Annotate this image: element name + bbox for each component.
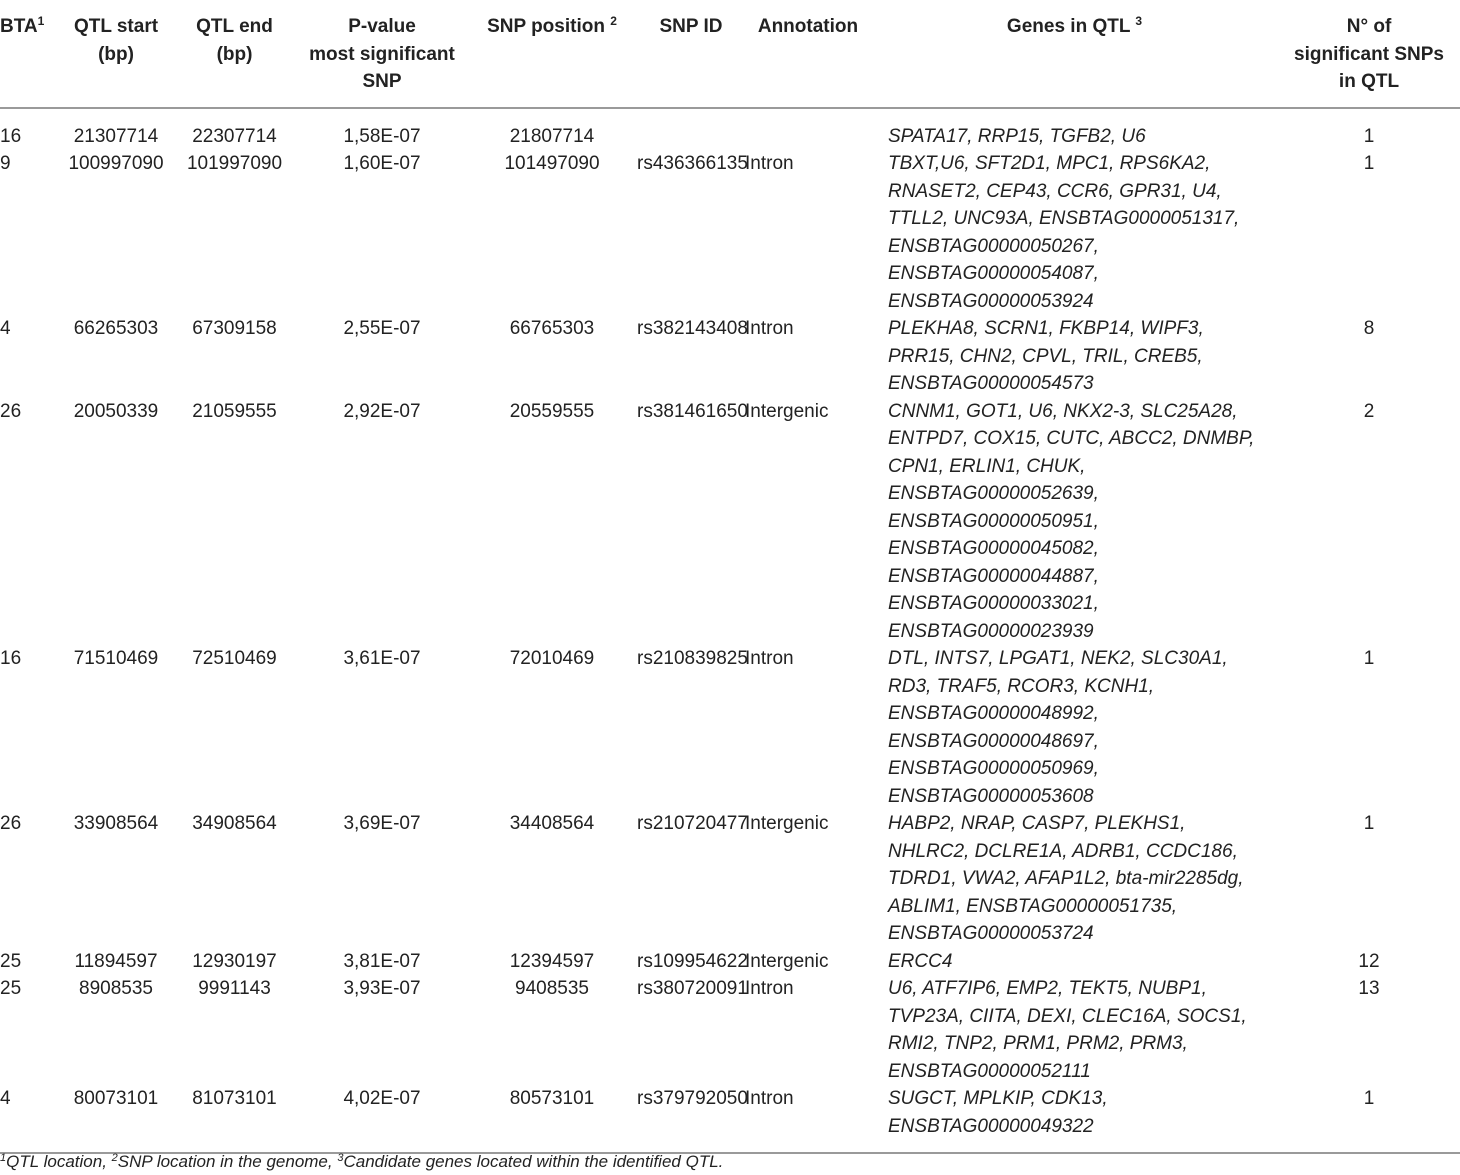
cell-genes <box>871 810 1278 948</box>
gene-line: ENSBTAG00000052111 <box>888 1060 1091 1082</box>
cell-qtl-end: 12930197 <box>192 950 277 972</box>
table-row <box>0 398 1460 646</box>
cell-pvalue: 1,58E-07 <box>343 125 421 147</box>
cell-genes <box>871 975 1278 1085</box>
cell-pvalue: 3,69E-07 <box>343 813 421 834</box>
gene-line: CNNM1, GOT1, U6, NKX2-3, SLC25A28, <box>888 400 1238 422</box>
gene-line: RD3, TRAF5, RCOR3, KCNH1, <box>888 675 1155 697</box>
header-snp-position: SNP position $^2$ <box>467 0 637 108</box>
gene-line: ERCC4 <box>888 950 953 972</box>
cell-genes <box>871 948 1278 976</box>
cell-snp-id: rs210720477 <box>637 813 748 834</box>
gene-line: ENSBTAG00000050969, <box>888 758 1099 779</box>
table-row <box>0 948 1460 976</box>
cell-num-snps: 12 <box>1358 950 1380 972</box>
gene-line: ENSBTAG00000052639, <box>888 483 1099 504</box>
cell-genes <box>871 645 1278 810</box>
gene-line: ENSBTAG00000050951, <box>888 510 1099 532</box>
cell-num-snps: 1 <box>1278 1085 1460 1153</box>
cell-snp-id: rs382143408 <box>637 318 748 339</box>
cell-annotation: Intron <box>745 978 794 999</box>
cell-pvalue: 2,55E-07 <box>343 318 421 339</box>
gene-line: ENTPD7, COX15, CUTC, ABCC2, DNMBP, <box>888 428 1255 449</box>
cell-genes <box>871 1085 1278 1153</box>
cell-qtl-end: 101997090 <box>186 153 283 174</box>
cell-qtl-end: 72510469 <box>192 648 277 669</box>
gene-line: ENSBTAG00000044887, <box>888 565 1099 587</box>
cell-annotation: Intergenic <box>745 813 829 834</box>
cell-genes <box>871 150 1278 315</box>
gene-line: SUGCT, MPLKIP, CDK13, <box>888 1088 1108 1109</box>
gene-line: ENSBTAG00000023939 <box>888 620 1094 642</box>
gene-line: ENSBTAG00000053608 <box>888 785 1094 807</box>
cell-num-snps: 8 <box>1363 318 1375 339</box>
cell-num-snps: 1 <box>1363 813 1375 834</box>
cell-pvalue: 1,60E-07 <box>343 153 421 174</box>
gene-line: ENSBTAG00000033021, <box>888 593 1099 614</box>
cell-num-snps: 2 <box>1363 400 1375 422</box>
cell-annotation: Intron <box>745 1085 871 1153</box>
gene-line: ENSBTAG00000054087, <box>888 263 1099 284</box>
gene-line: TTLL2, UNC93A, ENSBTAG0000051317, <box>888 208 1240 229</box>
gene-line: ENSBTAG00000048697, <box>888 730 1099 752</box>
cell-annotation: Intron <box>745 153 794 174</box>
gene-line: RMI2, TNP2, PRM1, PRM2, PRM3, <box>888 1033 1188 1054</box>
gene-line: ABLIM1, ENSBTAG00000051735, <box>888 895 1178 917</box>
cell-snp-id: rs109954622 <box>637 950 748 972</box>
cell-snp-position: 101497090 <box>504 153 600 174</box>
cell-qtl-start: 71510469 <box>73 648 159 669</box>
table-row <box>0 975 1460 1085</box>
cell-snp-id: rs379792050 <box>637 1085 745 1153</box>
cell-bta: 26 <box>0 400 22 422</box>
cell-genes <box>871 315 1278 398</box>
cell-snp-position: 21807714 <box>509 125 595 147</box>
cell-num-snps: 13 <box>1358 978 1380 999</box>
cell-bta: 25 <box>0 978 22 999</box>
cell-annotation: Intergenic <box>745 950 829 972</box>
gene-line: ENSBTAG00000054573 <box>888 373 1094 394</box>
header-genes: Genes in QTL $^3$ <box>871 0 1278 108</box>
header-pvalue: P-value most significant SNP <box>297 0 467 108</box>
cell-snp-id: rs381461650 <box>637 400 748 422</box>
header-num-snps: N° of significant SNPs in QTL <box>1278 0 1460 108</box>
table-row <box>0 150 1460 315</box>
table-row <box>0 315 1460 398</box>
table-header-row <box>0 0 1460 108</box>
cell-qtl-start: 11894597 <box>74 950 158 972</box>
cell-snp-position: 9408535 <box>515 978 589 999</box>
cell-snp-position: 72010469 <box>509 648 595 669</box>
cell-snp-position: 66765303 <box>509 318 595 339</box>
cell-bta: 4 <box>0 318 11 339</box>
cell-qtl-start: 20050339 <box>73 400 159 422</box>
gene-line: DTL, INTS7, LPGAT1, NEK2, SLC30A1, <box>888 648 1228 669</box>
cell-pvalue: 2,92E-07 <box>343 400 421 422</box>
gene-line: ENSBTAG00000049322 <box>888 1115 1094 1137</box>
header-qtl-end: QTL end (bp) <box>172 0 297 108</box>
cell-num-snps: 1 <box>1363 153 1375 174</box>
gene-line: U6, ATF7IP6, EMP2, TEKT5, NUBP1, <box>888 978 1207 999</box>
table-row <box>0 1085 1460 1153</box>
gene-line: NHLRC2, DCLRE1A, ADRB1, CCDC186, <box>888 840 1238 862</box>
cell-pvalue: 4,02E-07 <box>297 1085 467 1153</box>
cell-qtl-end: 9991143 <box>198 978 271 999</box>
gene-line: RNASET2, CEP43, CCR6, GPR31, U4, <box>888 180 1222 202</box>
cell-bta: 4 <box>0 1085 60 1153</box>
cell-qtl-start: 66265303 <box>73 318 159 339</box>
cell-snp-position: 12394597 <box>509 950 595 972</box>
cell-bta: 16 <box>0 125 22 147</box>
gene-line: ENSBTAG00000053924 <box>888 290 1094 312</box>
gene-line: ENSBTAG00000053724 <box>888 923 1094 944</box>
cell-snp-id: rs436366135 <box>637 153 748 174</box>
gene-line: PLEKHA8, SCRN1, FKBP14, WIPF3, <box>888 318 1204 339</box>
cell-snp-id: rs210839825 <box>637 648 748 669</box>
cell-pvalue: 3,61E-07 <box>343 648 421 669</box>
gene-line: TBXT,U6, SFT2D1, MPC1, RPS6KA2, <box>888 153 1211 174</box>
cell-snp-position: 20559555 <box>509 400 595 422</box>
gene-line: ENSBTAG00000050267, <box>888 235 1099 257</box>
gene-line: ENSBTAG00000048992, <box>888 703 1099 724</box>
cell-snp-id <box>637 108 745 151</box>
cell-bta: 26 <box>0 813 22 834</box>
cell-pvalue: 3,81E-07 <box>343 950 421 972</box>
gene-line: SPATA17, RRP15, TGFB2, U6 <box>888 125 1146 147</box>
cell-snp-id: rs380720091 <box>637 978 748 999</box>
cell-qtl-end: 67309158 <box>192 318 277 339</box>
cell-annotation: Intron <box>745 648 794 669</box>
cell-bta: 25 <box>0 950 22 972</box>
gene-line: PRR15, CHN2, CPVL, TRIL, CREB5, <box>888 345 1203 367</box>
gene-line: CPN1, ERLIN1, CHUK, <box>888 455 1086 477</box>
cell-qtl-end: 22307714 <box>192 125 277 147</box>
table-row <box>0 810 1460 948</box>
cell-genes <box>871 108 1278 151</box>
gene-line: HABP2, NRAP, CASP7, PLEKHS1, <box>888 813 1186 834</box>
cell-annotation: Intergenic <box>745 400 829 422</box>
cell-qtl-start: 33908564 <box>73 813 159 834</box>
gene-line: TVP23A, CIITA, DEXI, CLEC16A, SOCS1, <box>888 1005 1247 1027</box>
cell-snp-position: 34408564 <box>509 813 595 834</box>
table-row <box>0 645 1460 810</box>
cell-qtl-end: 21059555 <box>192 400 277 422</box>
cell-qtl-start: 80073101 <box>60 1085 172 1153</box>
table-body <box>0 108 1460 1154</box>
gene-line: ENSBTAG00000045082, <box>888 538 1099 559</box>
cell-annotation <box>745 108 871 151</box>
header-annotation: Annotation <box>745 0 871 108</box>
cell-qtl-end: 81073101 <box>172 1085 297 1153</box>
cell-qtl-start: 8908535 <box>79 978 153 999</box>
cell-qtl-start: 21307714 <box>73 125 159 147</box>
cell-num-snps: 1 <box>1363 648 1375 669</box>
header-snp-id: SNP ID <box>637 0 745 108</box>
cell-genes <box>871 398 1278 646</box>
table-footnote: $^1$QTL location, $^2$SNP location in the genome, $^3$Candidate genes located within the identified QTL. <box>0 1152 724 1171</box>
cell-bta: 9 <box>0 153 11 174</box>
table-row <box>0 108 1460 151</box>
header-qtl-start: QTL start (bp) <box>60 0 172 108</box>
cell-bta: 16 <box>0 648 22 669</box>
cell-qtl-start: 100997090 <box>68 153 164 174</box>
header-bta: BTA$^1$ <box>0 0 60 108</box>
cell-pvalue: 3,93E-07 <box>343 978 421 999</box>
cell-qtl-end: 34908564 <box>192 813 277 834</box>
cell-num-snps: 1 <box>1363 125 1375 147</box>
cell-annotation: Intron <box>745 318 794 339</box>
gene-line: TDRD1, VWA2, AFAP1L2, bta-mir2285dg, <box>888 868 1244 889</box>
cell-snp-position: 80573101 <box>467 1085 637 1153</box>
